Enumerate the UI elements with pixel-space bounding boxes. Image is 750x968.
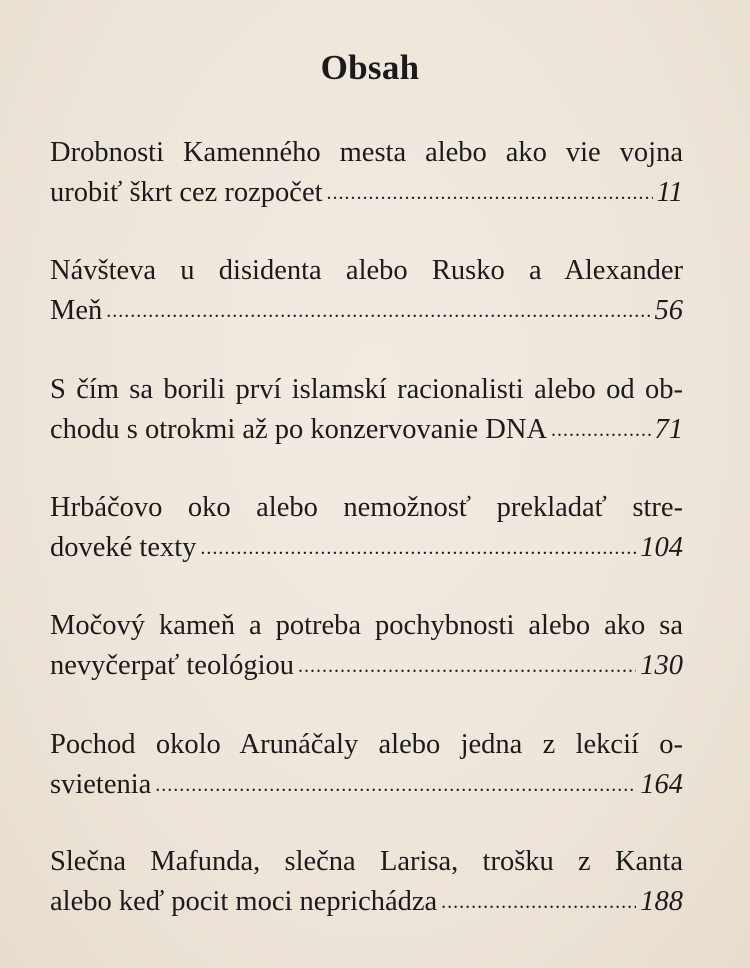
entry-title-line2: urobiť škrt cez rozpočet (50, 177, 323, 208)
entry-title-line2: doveké texty (50, 532, 197, 563)
page-number: 71 (654, 414, 683, 445)
dot-leader (155, 765, 636, 805)
toc-entry (50, 133, 683, 215)
page-number: 56 (654, 295, 683, 326)
dot-leader (327, 173, 653, 213)
toc-entry (50, 488, 683, 570)
dot-leader (106, 291, 650, 331)
toc-entry (50, 370, 683, 452)
entry-title-line2-row (50, 765, 683, 807)
entry-title-line2: Meň (50, 295, 103, 326)
page-number: 188 (640, 886, 683, 917)
entry-title-line2: nevyčerpať teológiou (50, 650, 295, 681)
entry-title-line2-row (50, 173, 683, 215)
entry-title-line2-row (50, 646, 683, 688)
toc-entry (50, 842, 683, 924)
entry-title-line2: svietenia (50, 769, 152, 800)
toc-entry (50, 725, 683, 807)
toc-entry (50, 606, 683, 688)
entry-title-line2-row (50, 291, 683, 333)
entry-title-line2-row (50, 410, 683, 452)
page-number: 130 (640, 650, 683, 681)
entry-title-line1: Slečna Mafunda, slečna Larisa, trošku z Kanta (50, 846, 683, 877)
entry-title-line2-row (50, 528, 683, 570)
dot-leader (551, 410, 650, 450)
dot-leader (298, 646, 636, 686)
page-title: Obsah (320, 48, 420, 87)
page-number: 164 (640, 769, 683, 800)
page-number: 11 (656, 177, 683, 208)
dot-leader (200, 528, 636, 568)
entry-title-line1: Hrbáčovo oko alebo nemožnosť prekladať stre- (50, 492, 683, 523)
entry-title-line2: alebo keď pocit moci neprichádza (50, 886, 438, 917)
entry-title-line1: Močový kameň a potreba pochybnosti alebo ako sa (50, 610, 683, 641)
toc-entry (50, 251, 683, 333)
entry-title-line2: chodu s otrokmi až po konzervovanie DNA (50, 414, 548, 445)
page-number: 104 (640, 532, 683, 563)
entry-title-line1: S čím sa borili prví islamskí racionalisti alebo od ob- (50, 374, 683, 405)
entry-title-line1: Návšteva u disidenta alebo Rusko a Alexander (50, 255, 683, 286)
entry-title-line1: Pochod okolo Arunáčaly alebo jedna z lekcií o- (50, 729, 683, 760)
entry-title-line1: Drobnosti Kamenného mesta alebo ako vie vojna (50, 137, 683, 168)
dot-leader (441, 882, 636, 922)
entry-title-line2-row (50, 882, 683, 924)
